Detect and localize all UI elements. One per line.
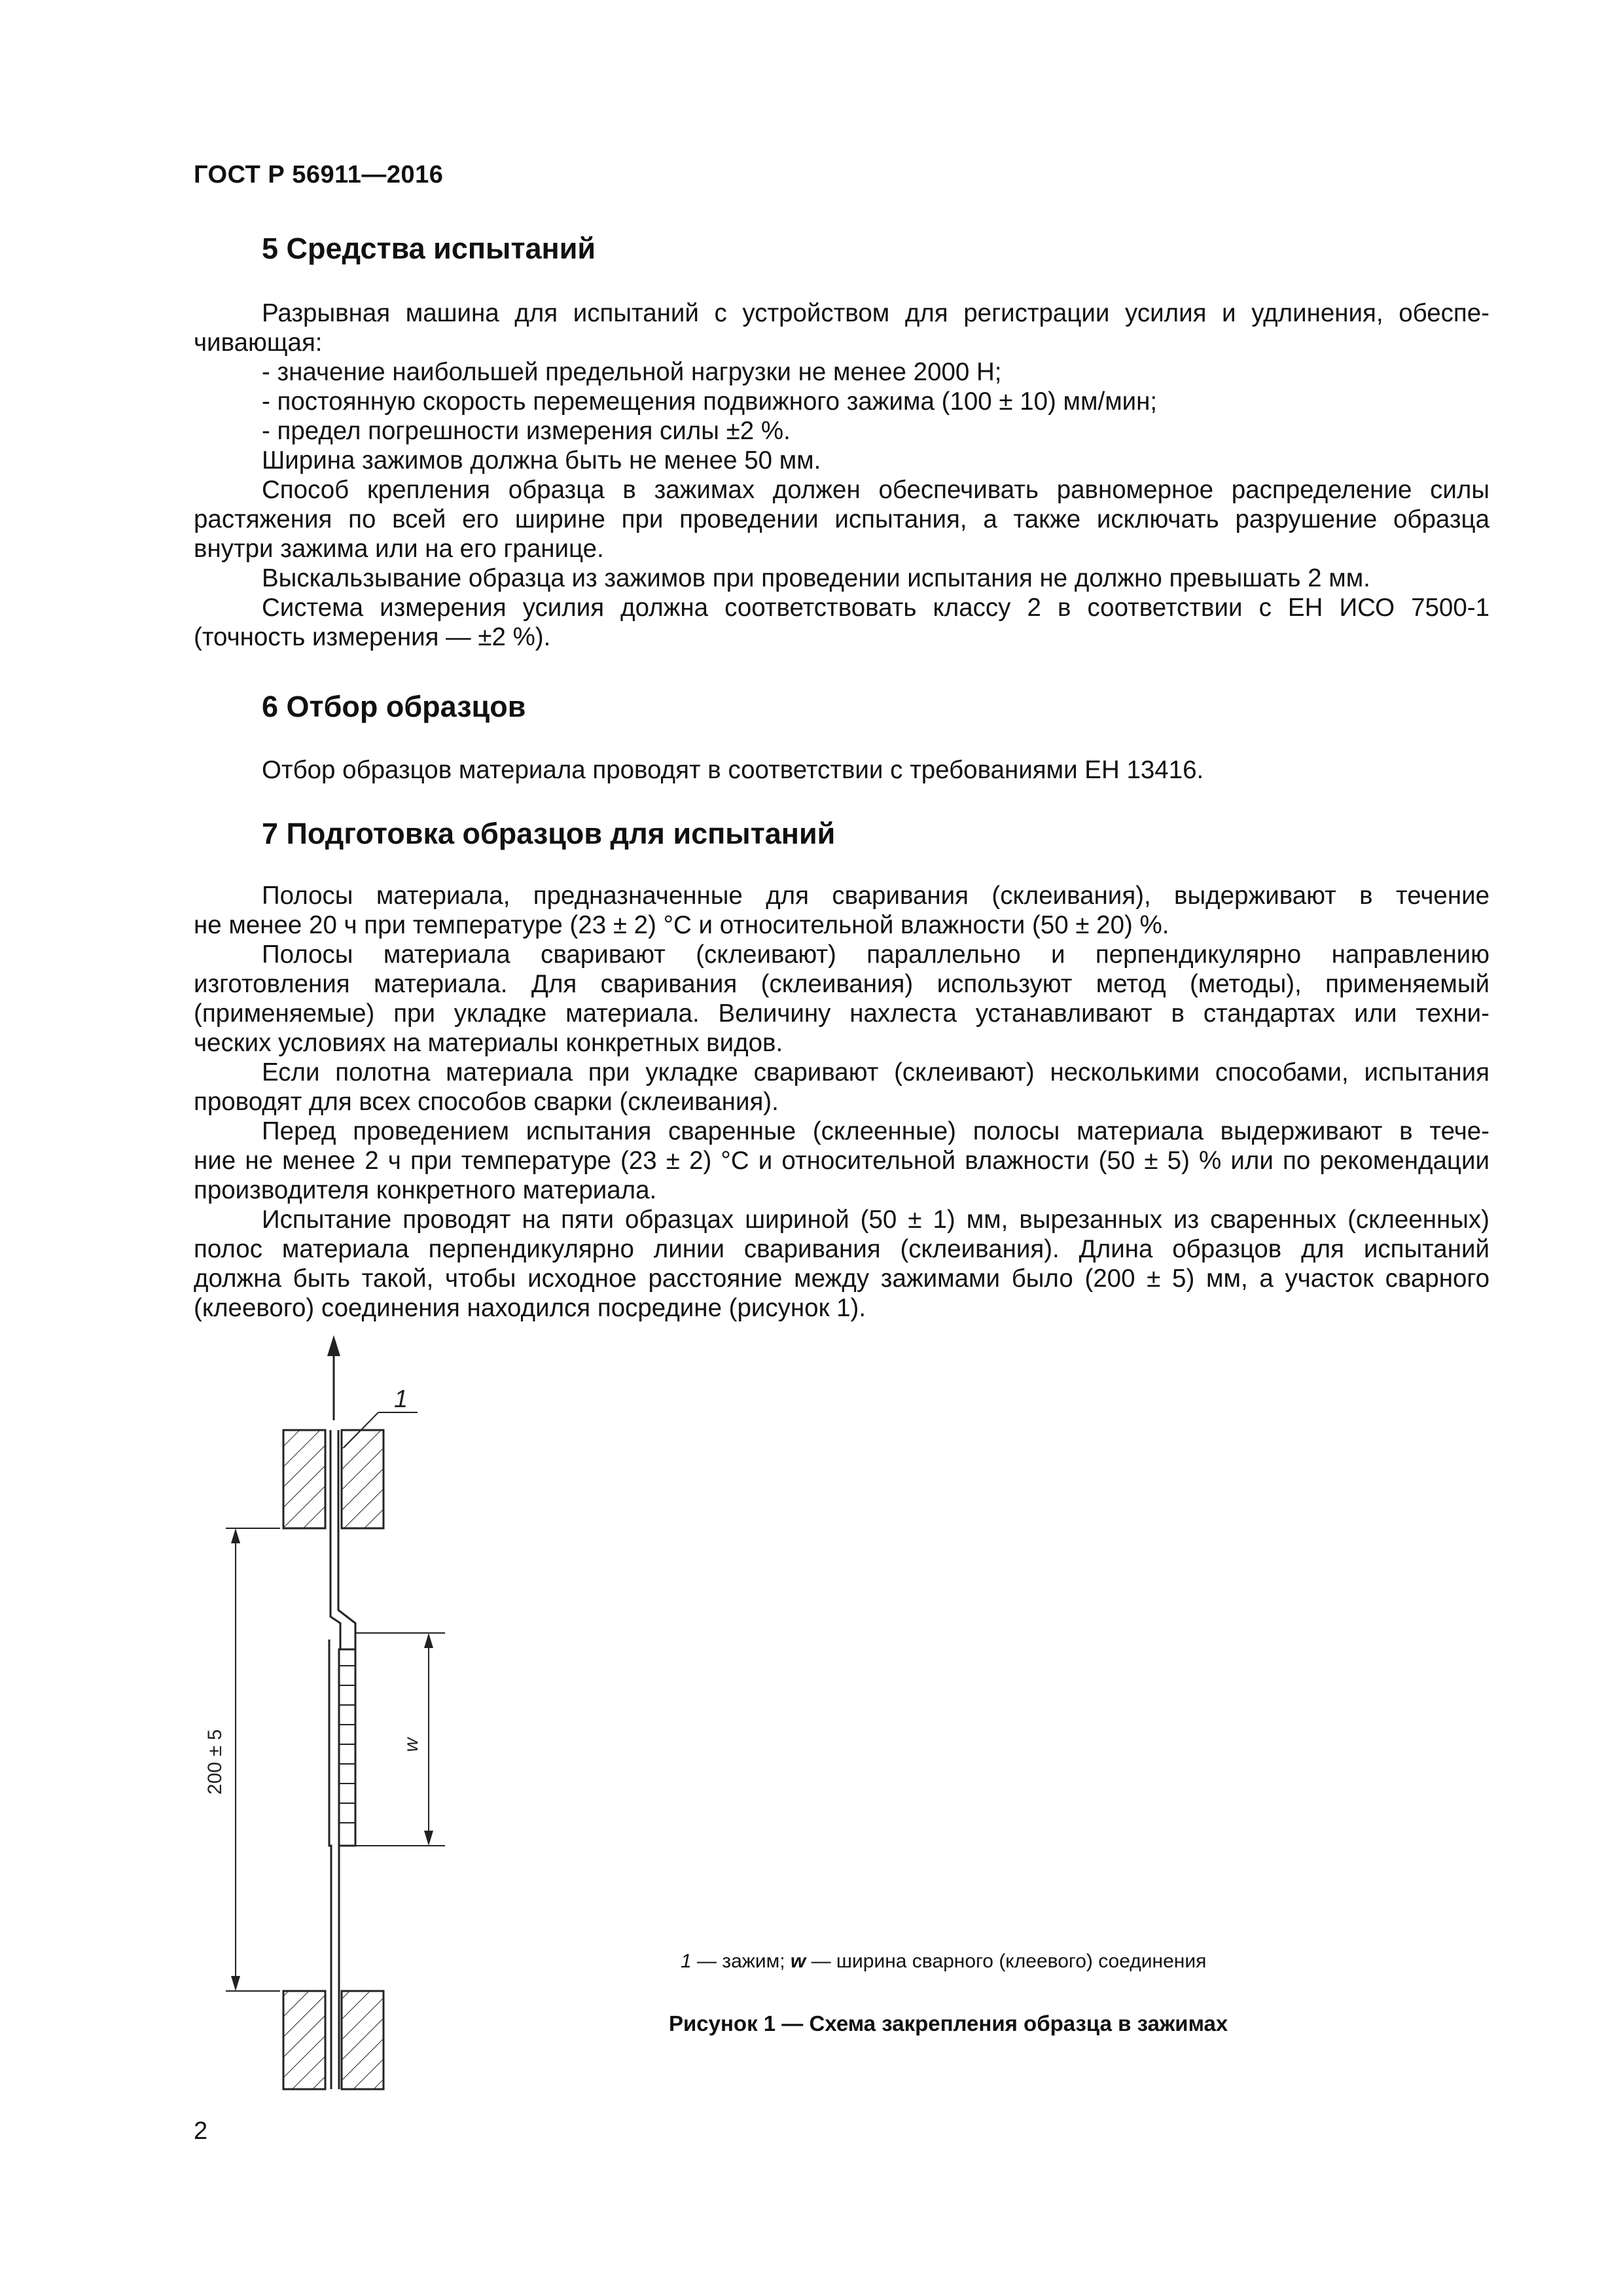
- legend-text: — зажим;: [691, 1950, 791, 1972]
- figure-legend: [681, 1950, 1206, 1973]
- text-line: Полосы материала, предназначенные для сваривания (склеивания), выдерживают в течение: [262, 882, 1489, 910]
- text-line: - значение наибольшей предельной нагрузки не менее 2000 Н;: [262, 358, 1002, 386]
- lower-clamp: [283, 1991, 383, 2089]
- weld-joint: [339, 1649, 355, 1846]
- text-line: (клеевого) соединения находился посредине (рисунок 1).: [194, 1294, 866, 1322]
- width-label: w: [401, 1738, 422, 1752]
- text-line: должна быть такой, чтобы исходное расстояние между зажимами было (200 ± 5) мм, а участок сварного: [194, 1265, 1489, 1293]
- legend-number: 1: [681, 1950, 692, 1972]
- text-line: Разрывная машина для испытаний с устройством для регистрации усилия и удлинения, обеспе-: [262, 299, 1489, 327]
- text-line: ческих условиях на материалы конкретных видов.: [194, 1029, 783, 1057]
- upper-clamp: [283, 1430, 383, 1528]
- legend-tail: — ширина сварного (клеевого) соединения: [806, 1950, 1207, 1972]
- text-line: Испытание проводят на пяти образцах шириной (50 ± 1) мм, вырезанных из сваренных (склеенных): [262, 1206, 1489, 1234]
- section-6-body: [194, 755, 1489, 785]
- section-5-heading: 5 Средства испытаний: [262, 232, 596, 265]
- text-line: изготовления материала. Для сваривания (склеивания) используют метод (методы), применяемый: [194, 970, 1489, 998]
- text-line: растяжения по всей его ширине при проведении испытания, а также исключать разрушение образца: [194, 505, 1489, 533]
- text-line: Полосы материала сваривают (склеивают) параллельно и перпендикулярно направлению: [262, 941, 1489, 969]
- clamp-distance-label: 200 ± 5: [204, 1729, 226, 1795]
- text-line: производителя конкретного материала.: [194, 1176, 657, 1204]
- text-line: Перед проведением испытания сваренные (склеенные) полосы материала выдерживают в тече-: [262, 1117, 1489, 1145]
- text-line: Если полотна материала при укладке сваривают (склеивают) несколькими способами, испытания: [262, 1058, 1489, 1086]
- text-line: (применяемые) при укладке материала. Величину нахлеста устанавливают в стандартах или техни-: [194, 999, 1489, 1028]
- legend-w: w: [790, 1950, 806, 1972]
- text-line: Ширина зажимов должна быть не менее 50 мм.: [262, 446, 821, 475]
- document-header: ГОСТ Р 56911—2016: [194, 161, 444, 188]
- figure-caption: Рисунок 1 — Схема закрепления образца в зажимах: [669, 2011, 1228, 2036]
- pull-arrow: [327, 1335, 340, 1420]
- text-line: полос материала перпендикулярно линии сваривания (склеивания). Длина образцов для испытаний: [194, 1235, 1489, 1263]
- text-line: - предел погрешности измерения силы ±2 %.: [262, 417, 791, 445]
- text-line: проводят для всех способов сварки (склеивания).: [194, 1088, 779, 1116]
- figure-1-diagram: [170, 1335, 497, 2094]
- section-7-body: [194, 881, 1489, 1323]
- text-line: Выскальзывание образца из зажимов при проведении испытания не должно превышать 2 мм.: [262, 564, 1370, 592]
- text-line: Способ крепления образца в зажимах должен обеспечивать равномерное распределение силы: [262, 476, 1489, 504]
- lower-specimen-strip: [329, 1640, 339, 2089]
- text-line: - постоянную скорость перемещения подвижного зажима (100 ± 10) мм/мин;: [262, 387, 1158, 416]
- clamp-distance-dimension: [226, 1528, 280, 1991]
- page-number: 2: [194, 2117, 208, 2145]
- text-line: не менее 20 ч при температуре (23 ± 2) °С и относительной влажности (50 ± 20) %.: [194, 911, 1169, 939]
- text-line: Система измерения усилия должна соответствовать классу 2 в соответствии с ЕН ИСО 7500-1: [262, 594, 1489, 622]
- text-line: Отбор образцов материала проводят в соответствии с требованиями ЕН 13416.: [262, 756, 1204, 784]
- text-line: внутри зажима или на его границе.: [194, 535, 604, 563]
- text-line: чивающая:: [194, 329, 323, 357]
- section-5-body: [194, 298, 1489, 652]
- text-line: (точность измерения — ±2 %).: [194, 623, 551, 651]
- clamp-label-1: 1: [394, 1386, 408, 1413]
- section-6-heading: 6 Отбор образцов: [262, 690, 526, 723]
- section-7-heading: 7 Подготовка образцов для испытаний: [262, 817, 836, 850]
- text-line: ние не менее 2 ч при температуре (23 ± 2) °С и относительной влажности (50 ± 5) % или по рекомендации: [194, 1147, 1489, 1175]
